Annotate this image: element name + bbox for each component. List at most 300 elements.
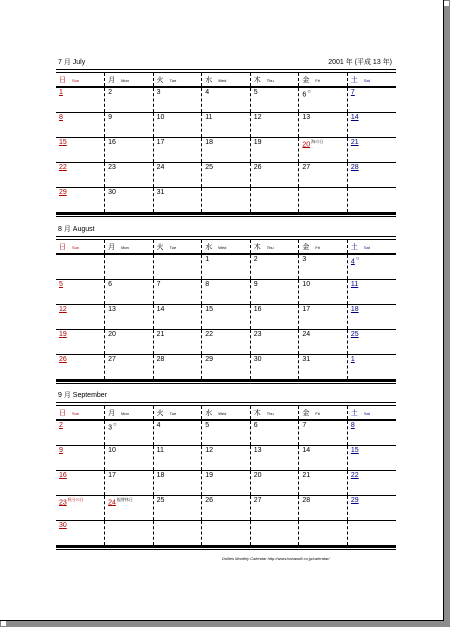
weekday-header-tue — [153, 73, 202, 87]
weekday-en: Wed — [218, 77, 227, 83]
day-cell[interactable] — [105, 113, 154, 138]
bottom-rule — [56, 213, 396, 217]
day-cell[interactable] — [105, 188, 154, 213]
day-cell[interactable] — [105, 330, 154, 355]
weekday-en: Thu — [266, 410, 274, 416]
day-number: 12 — [205, 447, 213, 454]
day-number: 6 — [108, 281, 112, 288]
day-number: 16 — [59, 472, 67, 479]
weekday-en: Sat — [363, 410, 370, 416]
day-cell[interactable] — [202, 496, 251, 521]
weekday-header-fri — [299, 406, 348, 420]
weekday-jp: 木 — [253, 243, 261, 251]
day-number: 19 — [253, 139, 262, 146]
day-cell[interactable] — [105, 446, 154, 471]
day-number: 3 — [108, 424, 112, 432]
day-number: 10 — [302, 281, 311, 288]
weekday-header-thu — [250, 73, 299, 87]
day-number: 17 — [302, 306, 311, 313]
day-cell[interactable] — [299, 254, 348, 280]
day-number: 21 — [156, 331, 165, 338]
month-header — [56, 388, 396, 402]
day-cell[interactable] — [56, 87, 105, 113]
weekday-jp: 火 — [156, 243, 164, 251]
day-cell[interactable] — [56, 496, 105, 521]
week-row — [56, 355, 396, 380]
moon-phase-icon: ○ — [112, 422, 117, 428]
page-shadow-bottom — [6, 621, 450, 627]
day-cell[interactable] — [250, 113, 299, 138]
week-row — [56, 330, 396, 355]
weekday-header-tue — [153, 240, 202, 254]
day-cell[interactable] — [105, 521, 154, 546]
day-cell[interactable] — [202, 420, 251, 446]
day-cell[interactable] — [299, 355, 348, 380]
day-cell[interactable] — [202, 446, 251, 471]
day-cell[interactable] — [153, 280, 202, 305]
day-number: 21 — [302, 472, 311, 479]
day-cell[interactable] — [153, 87, 202, 113]
day-number: 6 — [253, 422, 258, 429]
day-number: 28 — [350, 164, 359, 171]
day-number: 22 — [350, 472, 359, 479]
week-row — [56, 188, 396, 213]
day-cell[interactable] — [250, 496, 299, 521]
day-cell[interactable] — [347, 471, 396, 496]
weekday-header-mon — [105, 240, 154, 254]
weekday-header-sun — [56, 73, 105, 87]
month-july — [56, 55, 396, 217]
day-number: 24 — [108, 499, 116, 507]
week-row — [56, 496, 396, 521]
day-number: 7 — [302, 422, 307, 429]
month-header — [56, 55, 396, 69]
weekday-en: Tue — [169, 410, 177, 416]
day-cell[interactable] — [347, 254, 396, 280]
weekday-header-sat — [347, 406, 396, 420]
holiday-note: 秋分の日 — [67, 497, 84, 502]
day-cell[interactable] — [105, 138, 154, 163]
weekday-jp: 水 — [205, 243, 213, 251]
day-number: 5 — [253, 89, 258, 96]
day-number: 26 — [59, 356, 67, 363]
day-cell[interactable] — [299, 138, 348, 163]
day-number: 22 — [205, 331, 213, 338]
day-number: 27 — [302, 164, 311, 171]
day-number: 3 — [156, 89, 161, 96]
day-cell[interactable] — [153, 446, 202, 471]
day-number: 13 — [108, 306, 116, 313]
week-row — [56, 138, 396, 163]
weekday-jp: 金 — [302, 243, 310, 251]
day-number: 18 — [156, 472, 165, 479]
day-cell[interactable] — [250, 420, 299, 446]
day-number: 4 — [156, 422, 161, 429]
day-cell[interactable] — [202, 163, 251, 188]
day-cell[interactable] — [56, 280, 105, 305]
day-number: 15 — [350, 447, 359, 454]
day-number: 17 — [108, 472, 116, 479]
day-cell[interactable] — [202, 521, 251, 546]
day-cell[interactable] — [56, 355, 105, 380]
month-name: 7 月 July — [58, 59, 86, 66]
day-cell[interactable] — [250, 330, 299, 355]
day-cell[interactable] — [347, 113, 396, 138]
day-cell[interactable] — [56, 305, 105, 330]
day-cell[interactable] — [105, 496, 154, 521]
day-cell[interactable] — [153, 138, 202, 163]
day-cell[interactable] — [105, 163, 154, 188]
day-number: 19 — [59, 331, 67, 338]
day-number: 24 — [302, 331, 311, 338]
day-number: 8 — [59, 114, 63, 121]
day-number: 16 — [108, 139, 116, 146]
day-cell[interactable] — [250, 188, 299, 213]
moon-phase-icon: ○ — [307, 89, 311, 95]
day-cell[interactable] — [153, 355, 202, 380]
day-cell[interactable] — [56, 188, 105, 213]
day-cell[interactable] — [299, 163, 348, 188]
day-number: 26 — [205, 497, 213, 504]
day-cell[interactable] — [153, 305, 202, 330]
day-cell[interactable] — [202, 188, 251, 213]
day-number: 19 — [205, 472, 213, 479]
day-number: 11 — [205, 114, 213, 121]
day-number: 9 — [59, 447, 63, 454]
day-number: 12 — [253, 114, 262, 121]
week-row — [56, 521, 396, 546]
day-number: 14 — [302, 447, 311, 454]
day-cell[interactable] — [250, 280, 299, 305]
day-cell[interactable] — [347, 188, 396, 213]
weekday-en: Sat — [363, 77, 370, 83]
day-cell[interactable] — [56, 420, 105, 446]
weekday-header-sun — [56, 406, 105, 420]
day-cell[interactable] — [299, 305, 348, 330]
day-cell[interactable] — [299, 113, 348, 138]
day-number: 2 — [108, 89, 112, 96]
day-cell[interactable] — [56, 163, 105, 188]
day-number: 18 — [205, 139, 213, 146]
weekday-en: Mon — [121, 244, 129, 250]
day-number: 20 — [108, 331, 116, 338]
day-number: 15 — [59, 139, 67, 146]
weekday-en: Fri — [315, 77, 320, 83]
month-august — [56, 222, 396, 384]
month-grid — [56, 73, 396, 213]
weekday-en: Fri — [315, 244, 320, 250]
weekday-en: Sat — [363, 244, 370, 250]
day-number: 8 — [205, 281, 210, 288]
weekday-header-wed — [202, 240, 251, 254]
day-number: 30 — [59, 522, 67, 529]
weekday-jp: 月 — [108, 76, 116, 84]
day-cell[interactable] — [299, 87, 348, 113]
day-number: 23 — [253, 331, 262, 338]
weekday-header-mon — [105, 73, 154, 87]
day-cell[interactable] — [202, 87, 251, 113]
day-cell[interactable] — [153, 471, 202, 496]
day-number: 30 — [253, 356, 262, 363]
day-cell[interactable] — [153, 496, 202, 521]
day-cell[interactable] — [299, 280, 348, 305]
bottom-rule — [56, 380, 396, 384]
day-cell[interactable] — [56, 471, 105, 496]
day-cell[interactable] — [153, 521, 202, 546]
day-cell[interactable] — [347, 355, 396, 380]
day-cell[interactable] — [250, 446, 299, 471]
day-number: 29 — [205, 356, 213, 363]
day-number: 30 — [108, 189, 116, 196]
day-cell[interactable] — [347, 420, 396, 446]
day-number: 27 — [253, 497, 262, 504]
day-number: 23 — [59, 499, 67, 507]
day-number: 13 — [253, 447, 262, 454]
year-label: 2001 年 (平成 13 年) — [328, 59, 392, 66]
day-cell[interactable] — [299, 471, 348, 496]
day-cell[interactable] — [153, 420, 202, 446]
day-cell[interactable] — [202, 305, 251, 330]
day-number: 18 — [350, 306, 359, 313]
day-cell[interactable] — [299, 330, 348, 355]
day-cell[interactable] — [347, 280, 396, 305]
day-number: 15 — [205, 306, 213, 313]
day-number: 26 — [253, 164, 262, 171]
day-cell[interactable] — [153, 188, 202, 213]
weekday-header-row — [56, 406, 396, 420]
weekday-jp: 水 — [205, 76, 213, 84]
day-number: 31 — [156, 189, 165, 196]
week-row — [56, 113, 396, 138]
day-number: 3 — [302, 256, 307, 263]
month-header — [56, 222, 396, 236]
day-number: 5 — [59, 281, 63, 288]
weekday-jp: 木 — [253, 76, 261, 84]
weekday-header-wed — [202, 406, 251, 420]
day-cell[interactable] — [347, 521, 396, 546]
month-grid — [56, 240, 396, 380]
day-number: 28 — [156, 356, 165, 363]
page-shadow-right — [444, 6, 450, 627]
weekday-header-sun — [56, 240, 105, 254]
weekday-en: Sun — [72, 244, 80, 250]
weekday-header-row — [56, 73, 396, 87]
day-number: 29 — [59, 189, 67, 196]
day-number: 1 — [205, 256, 210, 263]
day-number: 25 — [350, 331, 359, 338]
day-cell[interactable] — [105, 420, 154, 446]
day-cell[interactable] — [153, 163, 202, 188]
weekday-jp: 月 — [108, 243, 116, 251]
day-number: 4 — [350, 258, 355, 266]
footer-credit: Dollies Monthly Calendar http://www.hanasoft.co.jp/calendar/ — [222, 556, 330, 561]
week-row — [56, 163, 396, 188]
weekday-en: Fri — [315, 410, 320, 416]
day-cell[interactable] — [153, 113, 202, 138]
day-cell[interactable] — [56, 446, 105, 471]
day-cell[interactable] — [299, 521, 348, 546]
day-number: 16 — [253, 306, 262, 313]
day-number: 9 — [253, 281, 258, 288]
day-number: 9 — [108, 114, 112, 121]
day-number: 20 — [253, 472, 262, 479]
day-number: 25 — [156, 497, 165, 504]
weekday-jp: 月 — [108, 409, 116, 417]
day-cell[interactable] — [347, 138, 396, 163]
day-number: 17 — [156, 139, 165, 146]
day-cell[interactable] — [105, 355, 154, 380]
weekday-header-fri — [299, 73, 348, 87]
day-cell[interactable] — [347, 446, 396, 471]
weekday-header-thu — [250, 406, 299, 420]
weekday-header-row — [56, 240, 396, 254]
day-number: 25 — [205, 164, 213, 171]
day-cell[interactable] — [299, 496, 348, 521]
day-cell[interactable] — [347, 163, 396, 188]
day-cell[interactable] — [299, 420, 348, 446]
day-cell[interactable] — [105, 254, 154, 280]
day-cell[interactable] — [202, 254, 251, 280]
weekday-en: Tue — [169, 244, 177, 250]
day-cell[interactable] — [153, 254, 202, 280]
weekday-en: Wed — [218, 410, 227, 416]
day-cell[interactable] — [202, 138, 251, 163]
day-cell[interactable] — [299, 188, 348, 213]
day-cell[interactable] — [250, 138, 299, 163]
day-cell[interactable] — [153, 330, 202, 355]
weekday-jp: 金 — [302, 409, 310, 417]
weekday-header-tue — [153, 406, 202, 420]
day-number: 31 — [302, 356, 311, 363]
day-cell[interactable] — [202, 330, 251, 355]
day-cell[interactable] — [105, 305, 154, 330]
day-number: 14 — [350, 114, 359, 121]
week-row — [56, 471, 396, 496]
day-cell[interactable] — [202, 355, 251, 380]
weekday-jp: 火 — [156, 409, 164, 417]
weekday-jp: 土 — [350, 409, 358, 417]
day-cell[interactable] — [250, 87, 299, 113]
day-number: 14 — [156, 306, 165, 313]
weekday-en: Thu — [266, 244, 274, 250]
day-cell[interactable] — [105, 280, 154, 305]
week-row — [56, 420, 396, 446]
weekday-header-fri — [299, 240, 348, 254]
day-number: 23 — [108, 164, 116, 171]
weekday-header-thu — [250, 240, 299, 254]
week-row — [56, 305, 396, 330]
holiday-note: 海の日 — [311, 139, 324, 144]
weekday-jp: 金 — [302, 76, 310, 84]
week-row — [56, 254, 396, 280]
weekday-header-sat — [347, 73, 396, 87]
day-number: 7 — [156, 281, 161, 288]
day-number: 6 — [302, 91, 307, 99]
day-number: 2 — [253, 256, 258, 263]
holiday-note: 振替休日 — [116, 497, 133, 502]
weekday-en: Wed — [218, 244, 227, 250]
day-cell[interactable] — [299, 446, 348, 471]
day-cell[interactable] — [56, 254, 105, 280]
day-cell[interactable] — [56, 521, 105, 546]
day-cell[interactable] — [347, 305, 396, 330]
day-number: 11 — [350, 281, 359, 288]
day-number: 5 — [205, 422, 210, 429]
day-number: 1 — [59, 89, 63, 96]
weekday-jp: 日 — [59, 76, 66, 84]
day-cell[interactable] — [347, 87, 396, 113]
day-cell[interactable] — [105, 471, 154, 496]
day-cell[interactable] — [202, 471, 251, 496]
weekday-jp: 火 — [156, 76, 164, 84]
day-cell[interactable] — [105, 87, 154, 113]
weekday-jp: 水 — [205, 409, 213, 417]
day-number: 27 — [108, 356, 116, 363]
weekday-jp: 日 — [59, 243, 66, 251]
day-cell[interactable] — [202, 280, 251, 305]
day-cell[interactable] — [56, 138, 105, 163]
weekday-en: Sun — [72, 410, 80, 416]
day-cell[interactable] — [250, 521, 299, 546]
day-cell[interactable] — [202, 113, 251, 138]
weekday-en: Mon — [121, 410, 129, 416]
day-number: 11 — [156, 447, 164, 454]
moon-phase-icon: ○ — [355, 256, 360, 262]
weekday-en: Sun — [72, 77, 80, 83]
weekday-header-sat — [347, 240, 396, 254]
day-cell[interactable] — [250, 254, 299, 280]
day-cell[interactable] — [347, 496, 396, 521]
day-cell[interactable] — [56, 330, 105, 355]
day-cell[interactable] — [250, 163, 299, 188]
day-number: 4 — [205, 89, 210, 96]
weekday-en: Tue — [169, 77, 177, 83]
month-grid — [56, 406, 396, 546]
week-row — [56, 280, 396, 305]
day-number: 24 — [156, 164, 165, 171]
weekday-header-mon — [105, 406, 154, 420]
week-row — [56, 87, 396, 113]
day-number: 21 — [350, 139, 359, 146]
weekday-jp: 土 — [350, 76, 358, 84]
day-number: 22 — [59, 164, 67, 171]
day-number: 12 — [59, 306, 67, 313]
day-number: 8 — [350, 422, 355, 429]
day-number: 2 — [59, 422, 63, 429]
day-cell[interactable] — [250, 305, 299, 330]
weekday-jp: 土 — [350, 243, 358, 251]
weekday-en: Mon — [121, 77, 129, 83]
month-september — [56, 388, 396, 550]
day-number: 29 — [350, 497, 359, 504]
week-row — [56, 446, 396, 471]
month-name: 9 月 September — [58, 392, 108, 399]
day-cell[interactable] — [347, 330, 396, 355]
day-number: 1 — [350, 356, 355, 363]
day-number: 28 — [302, 497, 311, 504]
weekday-en: Thu — [266, 77, 274, 83]
weekday-jp: 木 — [253, 409, 261, 417]
day-number: 10 — [156, 114, 165, 121]
day-cell[interactable] — [250, 355, 299, 380]
day-cell[interactable] — [56, 113, 105, 138]
weekday-header-wed — [202, 73, 251, 87]
weekday-jp: 日 — [59, 409, 66, 417]
day-number: 13 — [302, 114, 311, 121]
month-name: 8 月 August — [58, 226, 95, 233]
day-cell[interactable] — [250, 471, 299, 496]
day-number: 20 — [302, 141, 311, 149]
